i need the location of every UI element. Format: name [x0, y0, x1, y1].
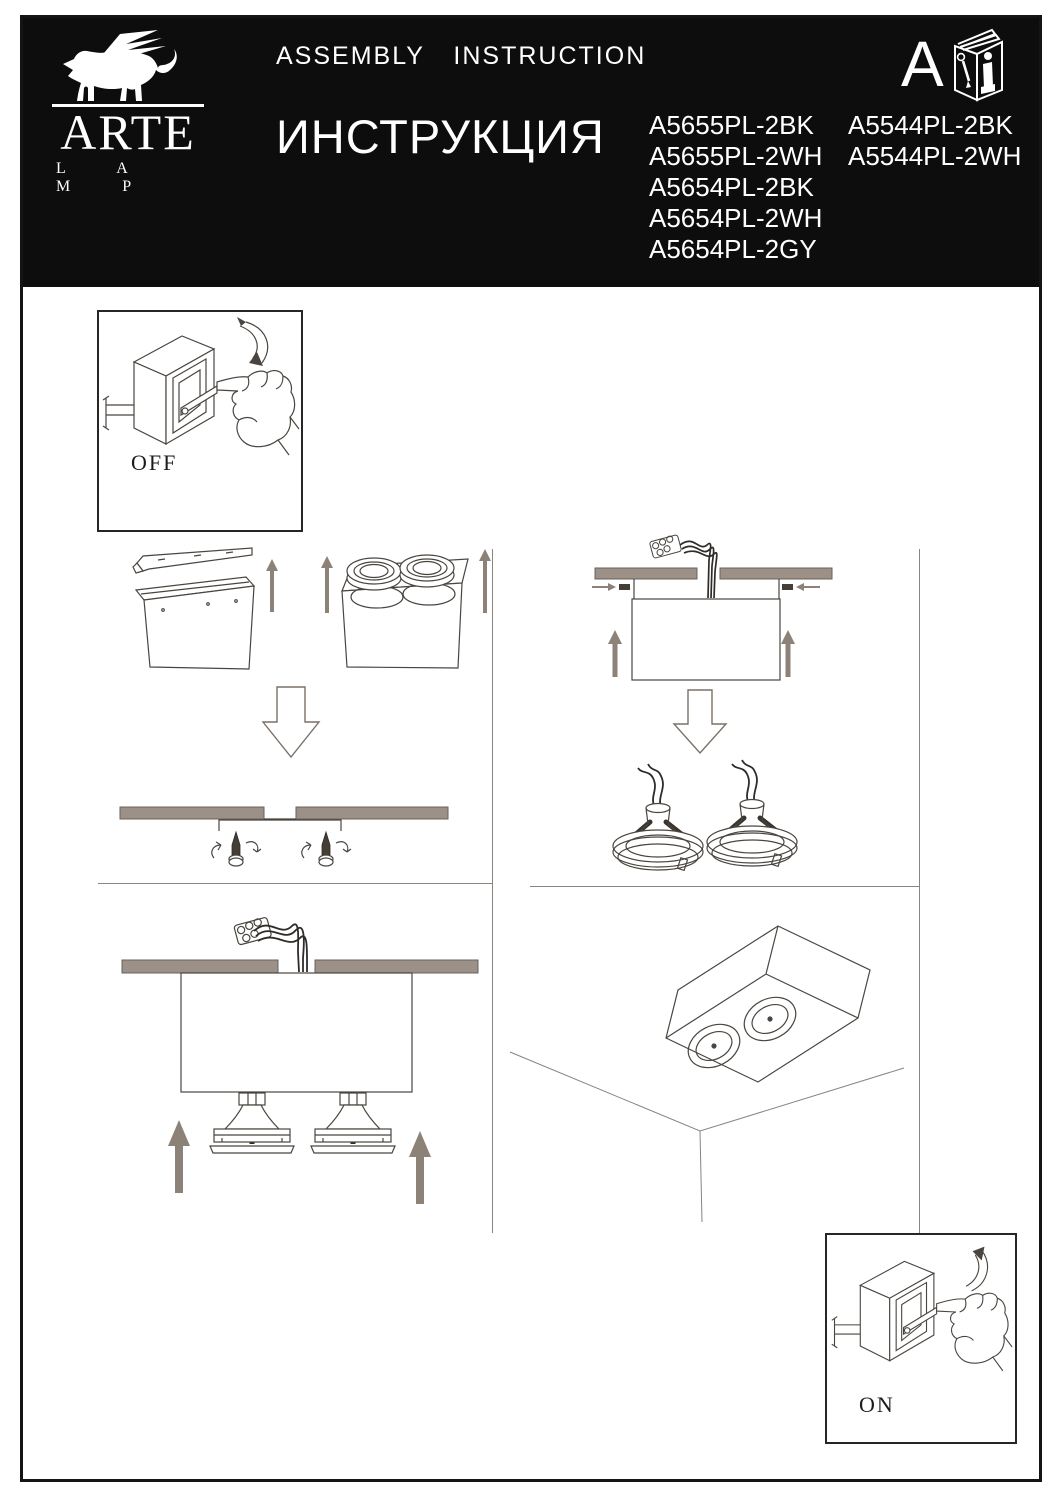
housing-box-art: [136, 577, 254, 669]
brand-subtitle: L A M P: [56, 160, 156, 195]
rings-box-art: [342, 555, 468, 668]
assembled-fixture-art: [510, 926, 904, 1222]
product-code: A5654PL-2GY: [649, 234, 817, 264]
power-off-label: OFF: [131, 450, 178, 475]
on-switch-illustration: [832, 1247, 1012, 1371]
brand-name: ARTE: [60, 104, 196, 160]
product-code: A5544PL-2WH: [848, 141, 1022, 171]
down-arrow: [263, 687, 726, 757]
title-russian: ИНСТРУКЦИЯ: [276, 110, 605, 163]
product-code: A5654PL-2BK: [649, 172, 814, 202]
final-assembly-art: [122, 916, 478, 1204]
ceiling-section-art: [120, 807, 448, 831]
mounting-plate-art: [133, 548, 252, 573]
off-switch-illustration: [103, 317, 299, 455]
product-code: A5654PL-2WH: [649, 203, 823, 233]
product-code: A5655PL-2BK: [649, 110, 814, 140]
ceiling-wiring-art: [592, 534, 832, 680]
section-letter: A: [901, 28, 944, 100]
product-code: A5655PL-2WH: [649, 141, 823, 171]
product-code: A5544PL-2BK: [848, 110, 1013, 140]
screw-art: [212, 832, 351, 866]
title-english: ASSEMBLY INSTRUCTION: [276, 42, 647, 70]
lamp-module-art: [613, 760, 797, 870]
power-on-label: ON: [859, 1392, 895, 1417]
